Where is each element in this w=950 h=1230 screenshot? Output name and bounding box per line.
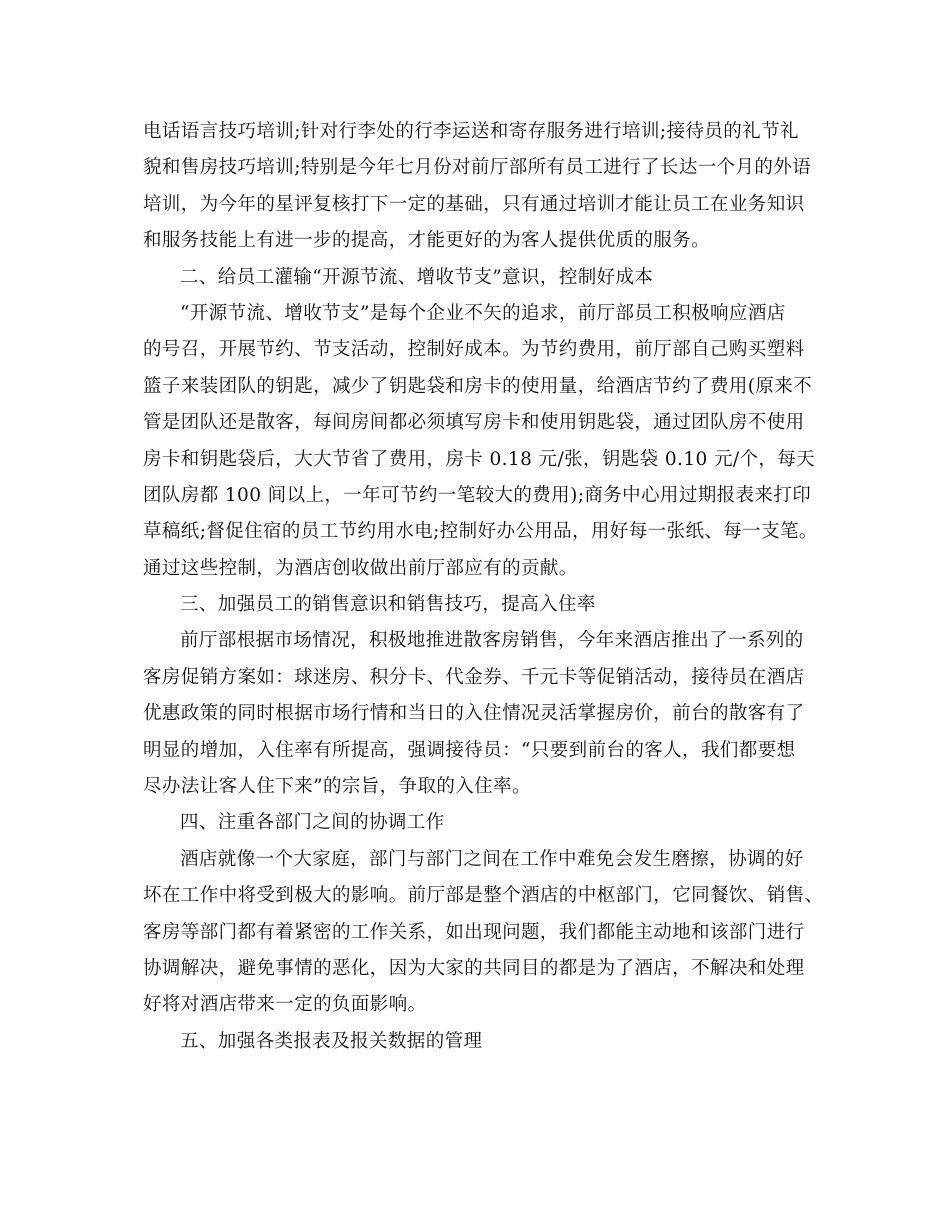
text-line: 管是团队还是散客，每间房间都必须填写房卡和使用钥匙袋，通过团队房不使用 <box>143 412 805 434</box>
text-line: 优惠政策的同时根据市场行情和当日的入住情况灵活掌握房价，前台的散客有了 <box>143 703 805 725</box>
text-line: 坏在工作中将受到极大的影响。前厅部是整个酒店的中枢部门，它同餐饮、销售、 <box>143 885 824 907</box>
text-line: 客房促销方案如：球迷房、积分卡、代金券、千元卡等促销活动，接待员在酒店 <box>143 666 805 688</box>
text-line: 酒店就像一个大家庭，部门与部门之间在工作中难免会发生磨擦，协调的好 <box>180 848 804 870</box>
section-heading-3: 三、加强员工的销售意识和销售技巧，提高入住率 <box>180 594 596 616</box>
text-line: 篮子来装团队的钥匙，减少了钥匙袋和房卡的使用量，给酒店节约了费用(原来不 <box>143 375 813 397</box>
section-heading-2: 二、给员工灌输“开源节流、增收节支”意识，控制好成本 <box>180 266 654 288</box>
text-line: 貌和售房技巧培训;特别是今年七月份对前厅部所有员工进行了长达一个月的外语 <box>143 157 812 179</box>
text-line: 培训，为今年的星评复核打下一定的基础，只有通过培训才能让员工在业务知识 <box>143 193 805 215</box>
text-line: 草稿纸;督促住宿的员工节约用水电;控制好办公用品，用好每一张纸、每一支笔。 <box>143 521 818 543</box>
section-heading-4: 四、注重各部门之间的协调工作 <box>180 812 445 834</box>
text-line: 好将对酒店带来一定的负面影响。 <box>143 994 427 1016</box>
text-line: 通过这些控制，为酒店创收做出前厅部应有的贡献。 <box>143 557 578 579</box>
text-line: 前厅部根据市场情况，积极地推进散客房销售，今年来酒店推出了一系列的 <box>180 630 804 652</box>
section-heading-5: 五、加强各类报表及报关数据的管理 <box>180 1030 483 1052</box>
text-line: 房卡和钥匙袋后，大大节省了费用，房卡 0.18 元/张，钥匙袋 0.10 元/个，每天 <box>143 448 816 470</box>
text-line: 电话语言技巧培训;针对行李处的行李运送和寄存服务进行培训;接待员的礼节礼 <box>143 121 799 142</box>
text-line: “开源节流、增收节支”是每个企业不矢的追求，前厅部员工积极响应酒店 <box>180 302 786 324</box>
text-line: 尽办法让客人住下来”的宗旨，争取的入住率。 <box>143 776 531 798</box>
text-line: 和服务技能上有进一步的提高，才能更好的为客人提供优质的服务。 <box>143 230 711 252</box>
text-line: 客房等部门都有着紧密的工作关系，如出现问题，我们都能主动地和该部门进行 <box>143 921 805 943</box>
text-line: 协调解决，避免事情的恶化，因为大家的共同目的都是为了酒店，不解决和处理 <box>143 957 805 979</box>
text-line: 团队房都 100 间以上，一年可节约一笔较大的费用);商务中心用过期报表来打印 <box>143 484 812 506</box>
text-line: 明显的增加，入住率有所提高，强调接待员：“只要到前台的客人，我们都要想 <box>143 739 796 761</box>
document-body <box>143 114 824 1060</box>
text-line: 的号召，开展节约、节支活动，控制好成本。为节约费用，前厅部自己购买塑料 <box>143 339 805 361</box>
